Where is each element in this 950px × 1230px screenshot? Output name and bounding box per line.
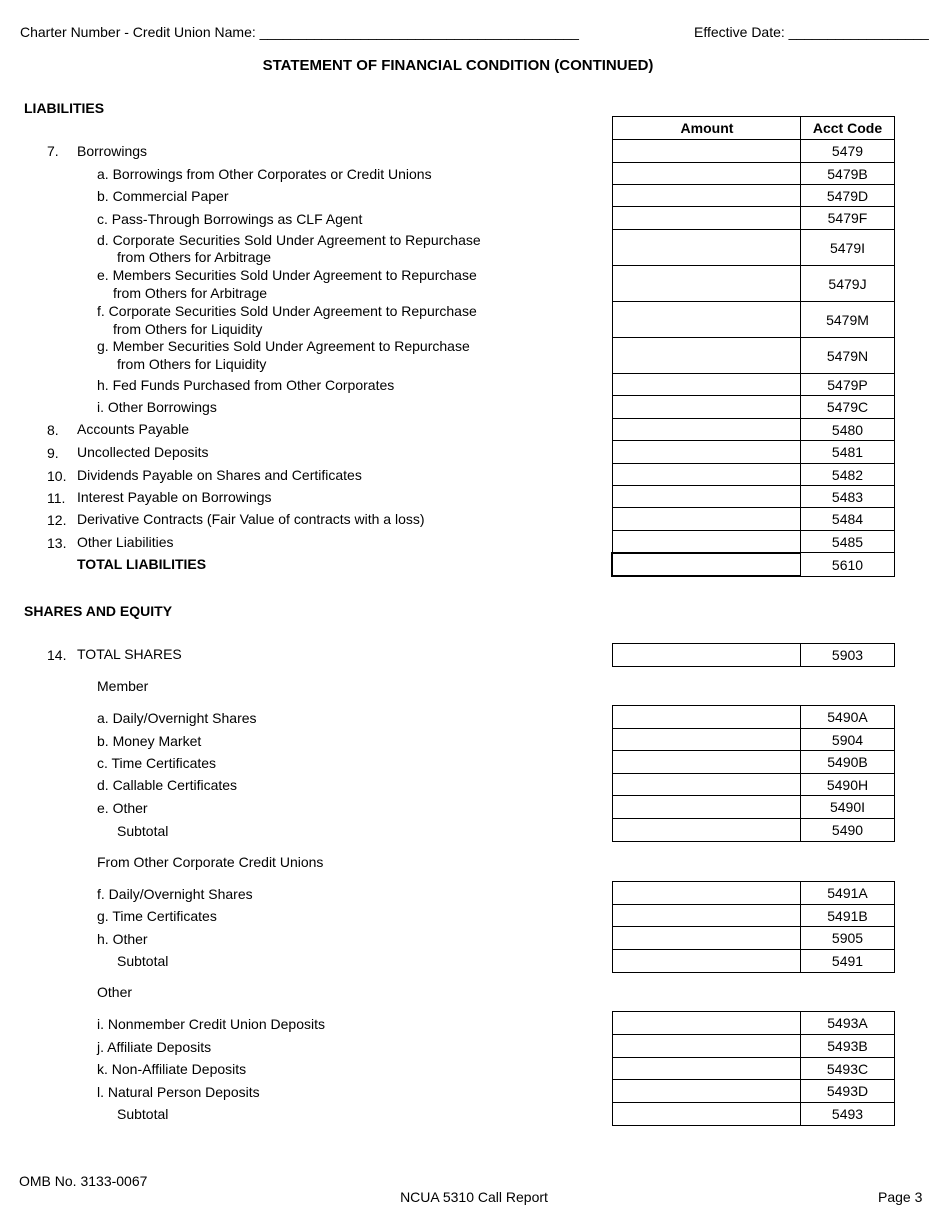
amount-field[interactable] [613, 796, 801, 818]
amount-field[interactable] [613, 882, 801, 904]
shares-equity-heading: SHARES AND EQUITY [24, 603, 173, 619]
amount-field[interactable] [613, 554, 800, 575]
liabilities-heading: LIABILITIES [24, 100, 105, 116]
page-number: Page 3 [878, 1189, 923, 1205]
amount-field[interactable] [613, 774, 801, 795]
amount-input-5491A[interactable] [612, 881, 802, 905]
amount-field[interactable] [613, 905, 801, 926]
amount-input-5479P[interactable] [612, 373, 802, 396]
row-label-borrowings: Borrowings [77, 143, 148, 159]
acct-code: 5490 [800, 818, 895, 842]
row-label: c. Pass-Through Borrowings as CLF Agent [97, 211, 363, 227]
item-number: 14. [47, 647, 67, 663]
acct-code: 5491A [800, 881, 895, 905]
acct-code: 5905 [800, 926, 895, 950]
amount-input-5493B[interactable] [612, 1034, 802, 1058]
acct-code: 5479 [800, 139, 895, 163]
acct-code: 5491B [800, 904, 895, 927]
other-heading: Other [97, 984, 133, 1000]
acct-code: 5479N [800, 337, 895, 374]
acct-code: 5482 [800, 463, 895, 486]
amount-input-5481[interactable] [612, 440, 802, 464]
amount-input-5479D[interactable] [612, 184, 802, 207]
acct-code: 5490B [800, 750, 895, 774]
amount-input-5903[interactable] [612, 643, 802, 667]
total-shares-label: TOTAL SHARES [77, 646, 182, 662]
amount-input-5479F[interactable] [612, 206, 802, 230]
amount-input-5491[interactable] [612, 949, 802, 973]
row-label: g. Member Securities Sold Under Agreement to Repurchase [97, 338, 470, 354]
row-label: Derivative Contracts (Fair Value of contracts with a loss) [77, 511, 425, 527]
amount-field[interactable] [613, 508, 801, 530]
acct-code: 5610 [800, 552, 895, 577]
amount-input-5493A[interactable] [612, 1011, 802, 1035]
acct-code: 5479I [800, 229, 895, 266]
row-label: Accounts Payable [77, 421, 190, 437]
acct-code: 5485 [800, 530, 895, 553]
amount-field[interactable] [613, 1080, 801, 1102]
row-label: Uncollected Deposits [77, 444, 209, 460]
row-label: a. Daily/Overnight Shares [97, 710, 257, 726]
amount-field[interactable] [613, 751, 801, 773]
amount-input-5490A[interactable] [612, 705, 802, 729]
row-label-continued: from Others for Arbitrage [117, 249, 272, 265]
amount-input-5479J[interactable] [612, 265, 802, 302]
subtotal-label: Subtotal [117, 1106, 169, 1122]
amount-input-5490H[interactable] [612, 773, 802, 796]
amount-field[interactable] [613, 950, 801, 972]
acct-code: 5479C [800, 395, 895, 419]
amount-input-5905[interactable] [612, 926, 802, 950]
row-label: e. Members Securities Sold Under Agreement to Repurchase [97, 267, 477, 283]
amount-field[interactable] [613, 266, 801, 301]
row-label: j. Affiliate Deposits [97, 1039, 212, 1055]
acct-code: 5479D [800, 184, 895, 207]
amount-field[interactable] [613, 338, 801, 373]
amount-input-5483[interactable] [612, 485, 802, 508]
amount-field[interactable] [613, 1103, 801, 1125]
item-number: 11. [47, 490, 66, 506]
amount-input-5479B[interactable] [612, 162, 802, 185]
acct-code: 5491 [800, 949, 895, 973]
amount-input-5493[interactable] [612, 1102, 802, 1126]
acct-code: 5490H [800, 773, 895, 796]
amount-input-5484[interactable] [612, 507, 802, 531]
amount-field[interactable] [613, 1058, 801, 1079]
acct-code: 5484 [800, 507, 895, 531]
amount-input-5479I[interactable] [612, 229, 802, 266]
amount-input-5490B[interactable] [612, 750, 802, 774]
acct-code: 5490A [800, 705, 895, 729]
row-label: e. Other [97, 800, 148, 816]
item-number: 10. [47, 468, 67, 484]
row-label: Interest Payable on Borrowings [77, 489, 272, 505]
amount-field[interactable] [613, 374, 801, 395]
row-label: h. Other [97, 931, 148, 947]
row-label: f. Daily/Overnight Shares [97, 886, 253, 902]
amount-field[interactable] [613, 1012, 801, 1034]
row-label: Other Liabilities [77, 534, 174, 550]
acct-code: 5481 [800, 440, 895, 464]
acct-code: 5493 [800, 1102, 895, 1126]
acct-code: 5490I [800, 795, 895, 819]
row-label: b. Money Market [97, 733, 202, 749]
row-label: f. Corporate Securities Sold Under Agreement to Repurchase [97, 303, 477, 319]
total-liabilities-label: TOTAL LIABILITIES [77, 556, 207, 572]
amount-input-5493C[interactable] [612, 1057, 802, 1080]
acct-code: 5904 [800, 728, 895, 751]
row-label: h. Fed Funds Purchased from Other Corporates [97, 377, 395, 393]
acct-code: 5493B [800, 1034, 895, 1058]
item-number: 9. [47, 445, 59, 461]
item-number: 13. [47, 535, 67, 551]
amount-field[interactable] [613, 531, 801, 552]
charter-label: Charter Number - Credit Union Name: _________________________________________ [20, 24, 579, 40]
row-label-continued: from Others for Liquidity [117, 356, 267, 372]
amount-input-5904[interactable] [612, 728, 802, 751]
amount-field[interactable] [613, 927, 801, 949]
amount-field[interactable] [613, 140, 801, 162]
row-label-continued: from Others for Arbitrage [113, 285, 268, 301]
row-label: i. Nonmember Credit Union Deposits [97, 1016, 325, 1032]
amount-field[interactable] [613, 163, 801, 184]
acct-code: 5479F [800, 206, 895, 230]
acct-code: 5479J [800, 265, 895, 302]
item-number: 7. [47, 143, 59, 159]
amount-field[interactable] [613, 644, 801, 666]
omb-number: OMB No. 3133-0067 [19, 1173, 148, 1189]
acct-code: 5479M [800, 301, 895, 338]
amount-column-header: Amount [612, 116, 802, 140]
amount-field[interactable] [613, 1035, 801, 1057]
row-label: Dividends Payable on Shares and Certificates [77, 467, 362, 483]
acct-code: 5903 [800, 643, 895, 667]
report-name: NCUA 5310 Call Report [400, 1189, 548, 1205]
acct-code: 5493D [800, 1079, 895, 1103]
amount-field[interactable] [613, 486, 801, 507]
effective-date-label: Effective Date: __________________ [694, 24, 929, 40]
acct-code: 5493C [800, 1057, 895, 1080]
row-label: c. Time Certificates [97, 755, 217, 771]
acct-code: 5480 [800, 418, 895, 441]
amount-input-5493D[interactable] [612, 1079, 802, 1103]
subtotal-label: Subtotal [117, 953, 169, 969]
amount-field[interactable] [613, 706, 801, 728]
amount-field[interactable] [613, 185, 801, 206]
member-heading: Member [97, 678, 149, 694]
row-label: d. Corporate Securities Sold Under Agreement to Repurchase [97, 232, 481, 248]
item-number: 12. [47, 512, 67, 528]
row-label: i. Other Borrowings [97, 399, 217, 415]
amount-input-5490[interactable] [612, 818, 802, 842]
row-label: g. Time Certificates [97, 908, 217, 924]
acct-code-column-header: Acct Code [800, 116, 895, 140]
row-label: a. Borrowings from Other Corporates or Credit Unions [97, 166, 432, 182]
amount-input-5610[interactable] [611, 552, 802, 577]
acct-code: 5483 [800, 485, 895, 508]
item-number: 8. [47, 422, 59, 438]
amount-field[interactable] [613, 441, 801, 463]
acct-code: 5479P [800, 373, 895, 396]
amount-input-5485[interactable] [612, 530, 802, 553]
amount-input-5482[interactable] [612, 463, 802, 486]
acct-code: 5479B [800, 162, 895, 185]
amount-input-5479C[interactable] [612, 395, 802, 419]
amount-input-5479M[interactable] [612, 301, 802, 338]
amount-input-5480[interactable] [612, 418, 802, 441]
amount-field[interactable] [613, 464, 801, 485]
row-label-continued: from Others for Liquidity [113, 321, 263, 337]
amount-input-5479N[interactable] [612, 337, 802, 374]
acct-code: 5493A [800, 1011, 895, 1035]
row-label: b. Commercial Paper [97, 188, 229, 204]
amount-field[interactable] [613, 396, 801, 418]
corporate-heading: From Other Corporate Credit Unions [97, 854, 324, 870]
amount-field[interactable] [613, 302, 801, 337]
amount-field[interactable] [613, 230, 801, 265]
amount-input-5490I[interactable] [612, 795, 802, 819]
amount-field[interactable] [613, 819, 801, 841]
amount-field[interactable] [613, 729, 801, 750]
amount-input-5491B[interactable] [612, 904, 802, 927]
amount-input-5479[interactable] [612, 139, 802, 163]
row-label: k. Non-Affiliate Deposits [97, 1061, 247, 1077]
amount-field[interactable] [613, 419, 801, 440]
subtotal-label: Subtotal [117, 823, 169, 839]
amount-field[interactable] [613, 207, 801, 229]
row-label: l. Natural Person Deposits [97, 1084, 260, 1100]
row-label: d. Callable Certificates [97, 777, 238, 793]
page-title: STATEMENT OF FINANCIAL CONDITION (CONTINUED) [262, 57, 654, 74]
